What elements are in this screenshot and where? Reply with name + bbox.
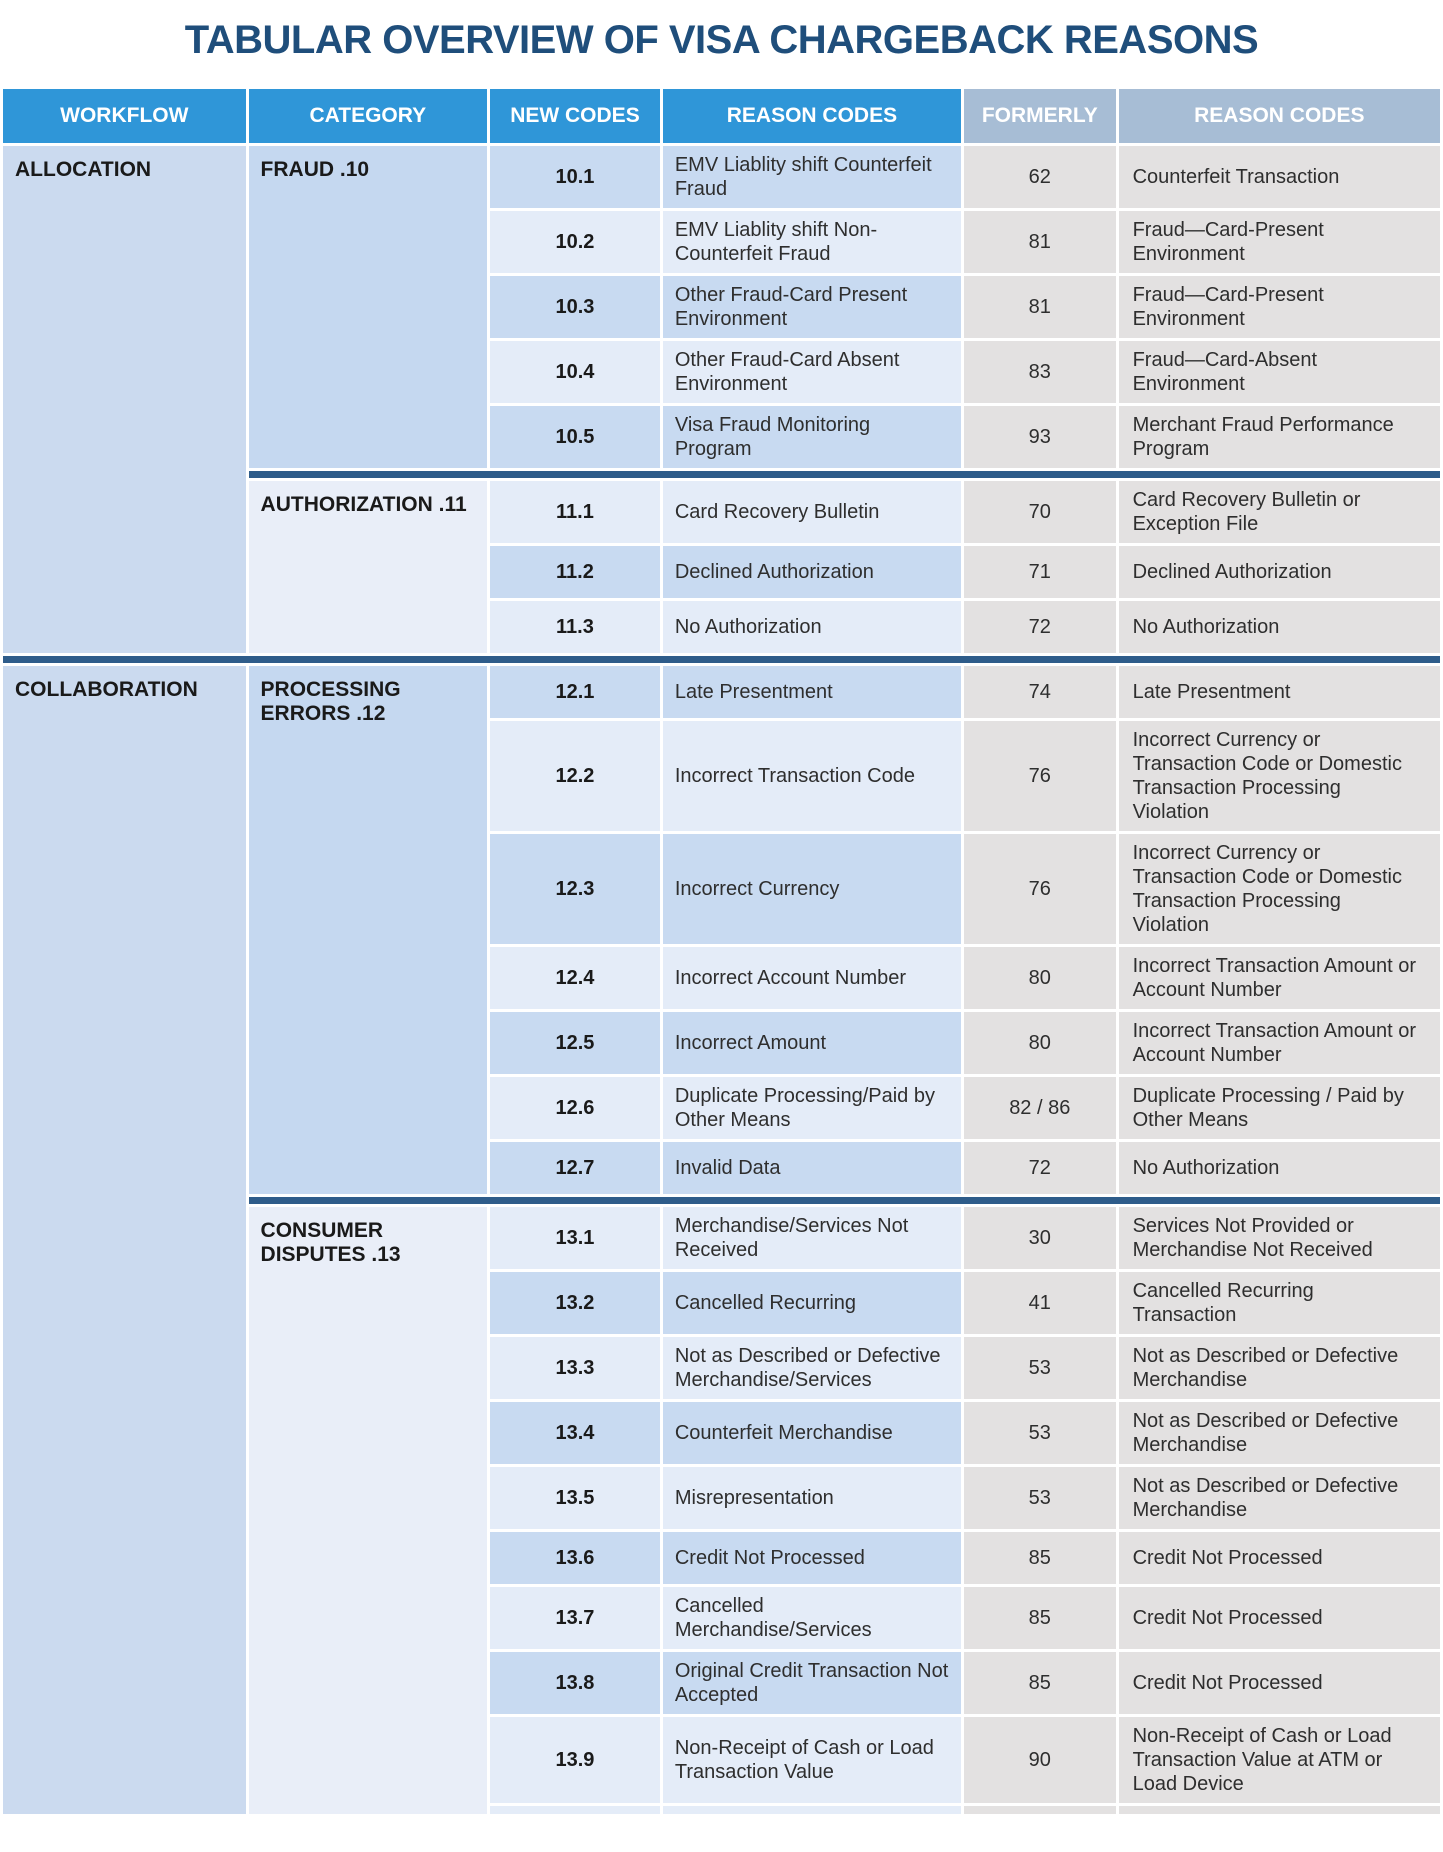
section-divider [249, 1197, 1440, 1204]
chargeback-reasons-table [0, 86, 1443, 1817]
new-code-cell: 11.1 [490, 481, 660, 543]
new-code-cell: 12.3 [490, 834, 660, 944]
formerly-cell: 85 [964, 1652, 1116, 1714]
reason-cell: Late Presentment [663, 666, 961, 718]
reason-cell: Counterfeit Merchandise [663, 1402, 961, 1464]
new-code-cell: 12.4 [490, 947, 660, 1009]
new-code-cell: 13.4 [490, 1402, 660, 1464]
new-code-cell: 10.2 [490, 211, 660, 273]
formerly-cell: 81 [964, 276, 1116, 338]
new-code-cell: 12.6 [490, 1077, 660, 1139]
old-reason-cell: Incorrect Currency or Transaction Code or Domestic Transaction Processing Violation [1119, 834, 1440, 944]
reason-cell: Other Fraud-Card Absent Environment [663, 341, 961, 403]
new-code-cell: 13.8 [490, 1652, 660, 1714]
table-row [3, 666, 1440, 718]
formerly-cell: 71 [964, 546, 1116, 598]
old-reason-cell: Credit Not Processed [1119, 1652, 1440, 1714]
reason-cell: Not as Described or Defective Merchandise/Services [663, 1337, 961, 1399]
new-code-cell: 12.5 [490, 1012, 660, 1074]
formerly-cell: 85 [964, 1532, 1116, 1584]
formerly-cell: 72 [964, 1142, 1116, 1194]
reason-cell: Card Recovery Bulletin [663, 481, 961, 543]
reason-cell: Cancelled Merchandise/Services [663, 1587, 961, 1649]
formerly-cell: 53 [964, 1467, 1116, 1529]
new-code-cell: 11.2 [490, 546, 660, 598]
old-reason-cell: Duplicate Processing / Paid by Other Means [1119, 1077, 1440, 1139]
cropped-cell [490, 1806, 660, 1814]
formerly-cell: 41 [964, 1272, 1116, 1334]
reason-cell: Other Fraud-Card Present Environment [663, 276, 961, 338]
reason-cell: Incorrect Currency [663, 834, 961, 944]
reason-cell: Original Credit Transaction Not Accepted [663, 1652, 961, 1714]
reason-cell: Invalid Data [663, 1142, 961, 1194]
new-code-cell: 11.3 [490, 601, 660, 653]
formerly-cell: 90 [964, 1717, 1116, 1803]
old-reason-cell: Merchant Fraud Performance Program [1119, 406, 1440, 468]
reason-cell: Declined Authorization [663, 546, 961, 598]
old-reason-cell: Card Recovery Bulletin or Exception File [1119, 481, 1440, 543]
cropped-cell [663, 1806, 961, 1814]
formerly-cell: 72 [964, 601, 1116, 653]
old-reason-cell: No Authorization [1119, 1142, 1440, 1194]
formerly-cell: 62 [964, 146, 1116, 208]
table-row [3, 146, 1440, 208]
new-code-cell: 10.4 [490, 341, 660, 403]
new-code-cell: 13.5 [490, 1467, 660, 1529]
section-divider [249, 471, 1440, 478]
category-cell: AUTHORIZATION .11 [249, 481, 488, 653]
column-header-formerly: FORMERLY [964, 89, 1116, 143]
formerly-cell: 80 [964, 1012, 1116, 1074]
reason-cell: Incorrect Transaction Code [663, 721, 961, 831]
old-reason-cell: Credit Not Processed [1119, 1587, 1440, 1649]
new-code-cell: 12.7 [490, 1142, 660, 1194]
table-body [3, 146, 1440, 1814]
new-code-cell: 13.7 [490, 1587, 660, 1649]
workflow-cell-collaboration: COLLABORATION [3, 666, 246, 1814]
old-reason-cell: Credit Not Processed [1119, 1532, 1440, 1584]
column-header-category: CATEGORY [249, 89, 488, 143]
formerly-cell: 70 [964, 481, 1116, 543]
reason-cell: Merchandise/Services Not Received [663, 1207, 961, 1269]
header-row [3, 89, 1440, 143]
reason-cell: Non-Receipt of Cash or Load Transaction Value [663, 1717, 961, 1803]
reason-cell: Duplicate Processing/Paid by Other Means [663, 1077, 961, 1139]
old-reason-cell: Incorrect Transaction Amount or Account Number [1119, 1012, 1440, 1074]
formerly-cell: 53 [964, 1337, 1116, 1399]
cropped-cell [964, 1806, 1116, 1814]
formerly-cell: 80 [964, 947, 1116, 1009]
new-code-cell: 12.1 [490, 666, 660, 718]
reason-cell: Visa Fraud Monitoring Program [663, 406, 961, 468]
category-cell: CONSUMER DISPUTES .13 [249, 1207, 488, 1814]
new-code-cell: 10.3 [490, 276, 660, 338]
column-header-workflow: WORKFLOW [3, 89, 246, 143]
formerly-cell: 85 [964, 1587, 1116, 1649]
new-code-cell: 13.9 [490, 1717, 660, 1803]
reason-cell: EMV Liablity shift Non-Counterfeit Fraud [663, 211, 961, 273]
category-cell: PROCESSING ERRORS .12 [249, 666, 488, 1194]
section-divider [3, 656, 1440, 663]
old-reason-cell: Not as Described or Defective Merchandise [1119, 1337, 1440, 1399]
new-code-cell: 13.2 [490, 1272, 660, 1334]
old-reason-cell: Incorrect Currency or Transaction Code or Domestic Transaction Processing Violation [1119, 721, 1440, 831]
new-code-cell: 13.3 [490, 1337, 660, 1399]
new-code-cell: 10.5 [490, 406, 660, 468]
column-header-reason-codes: REASON CODES [663, 89, 961, 143]
workflow-separator-row [3, 656, 1440, 663]
old-reason-cell: Cancelled Recurring Transaction [1119, 1272, 1440, 1334]
formerly-cell: 53 [964, 1402, 1116, 1464]
formerly-cell: 30 [964, 1207, 1116, 1269]
reason-cell: Cancelled Recurring [663, 1272, 961, 1334]
new-code-cell: 13.1 [490, 1207, 660, 1269]
category-cell: FRAUD .10 [249, 146, 488, 468]
reason-cell: Misrepresentation [663, 1467, 961, 1529]
formerly-cell: 76 [964, 721, 1116, 831]
old-reason-cell: Fraud—Card-Absent Environment [1119, 341, 1440, 403]
old-reason-cell: Counterfeit Transaction [1119, 146, 1440, 208]
old-reason-cell: Not as Described or Defective Merchandise [1119, 1467, 1440, 1529]
formerly-cell: 83 [964, 341, 1116, 403]
old-reason-cell: Fraud—Card-Present Environment [1119, 276, 1440, 338]
old-reason-cell: Incorrect Transaction Amount or Account Number [1119, 947, 1440, 1009]
old-reason-cell: Non-Receipt of Cash or Load Transaction Value at ATM or Load Device [1119, 1717, 1440, 1803]
formerly-cell: 74 [964, 666, 1116, 718]
reason-cell: Incorrect Amount [663, 1012, 961, 1074]
reason-cell: Credit Not Processed [663, 1532, 961, 1584]
old-reason-cell: Declined Authorization [1119, 546, 1440, 598]
new-code-cell: 13.6 [490, 1532, 660, 1584]
cropped-cell [1119, 1806, 1440, 1814]
column-header-old-reason-codes: REASON CODES [1119, 89, 1440, 143]
reason-cell: No Authorization [663, 601, 961, 653]
reason-cell: Incorrect Account Number [663, 947, 961, 1009]
old-reason-cell: Fraud—Card-Present Environment [1119, 211, 1440, 273]
reason-cell: EMV Liablity shift Counterfeit Fraud [663, 146, 961, 208]
formerly-cell: 82 / 86 [964, 1077, 1116, 1139]
formerly-cell: 76 [964, 834, 1116, 944]
column-header-new-codes: NEW CODES [490, 89, 660, 143]
formerly-cell: 93 [964, 406, 1116, 468]
workflow-cell-allocation: ALLOCATION [3, 146, 246, 653]
new-code-cell: 10.1 [490, 146, 660, 208]
page-title: TABULAR OVERVIEW OF VISA CHARGEBACK REASONS [184, 18, 1259, 62]
formerly-cell: 81 [964, 211, 1116, 273]
new-code-cell: 12.2 [490, 721, 660, 831]
old-reason-cell: Late Presentment [1119, 666, 1440, 718]
old-reason-cell: Services Not Provided or Merchandise Not Received [1119, 1207, 1440, 1269]
old-reason-cell: No Authorization [1119, 601, 1440, 653]
old-reason-cell: Not as Described or Defective Merchandise [1119, 1402, 1440, 1464]
